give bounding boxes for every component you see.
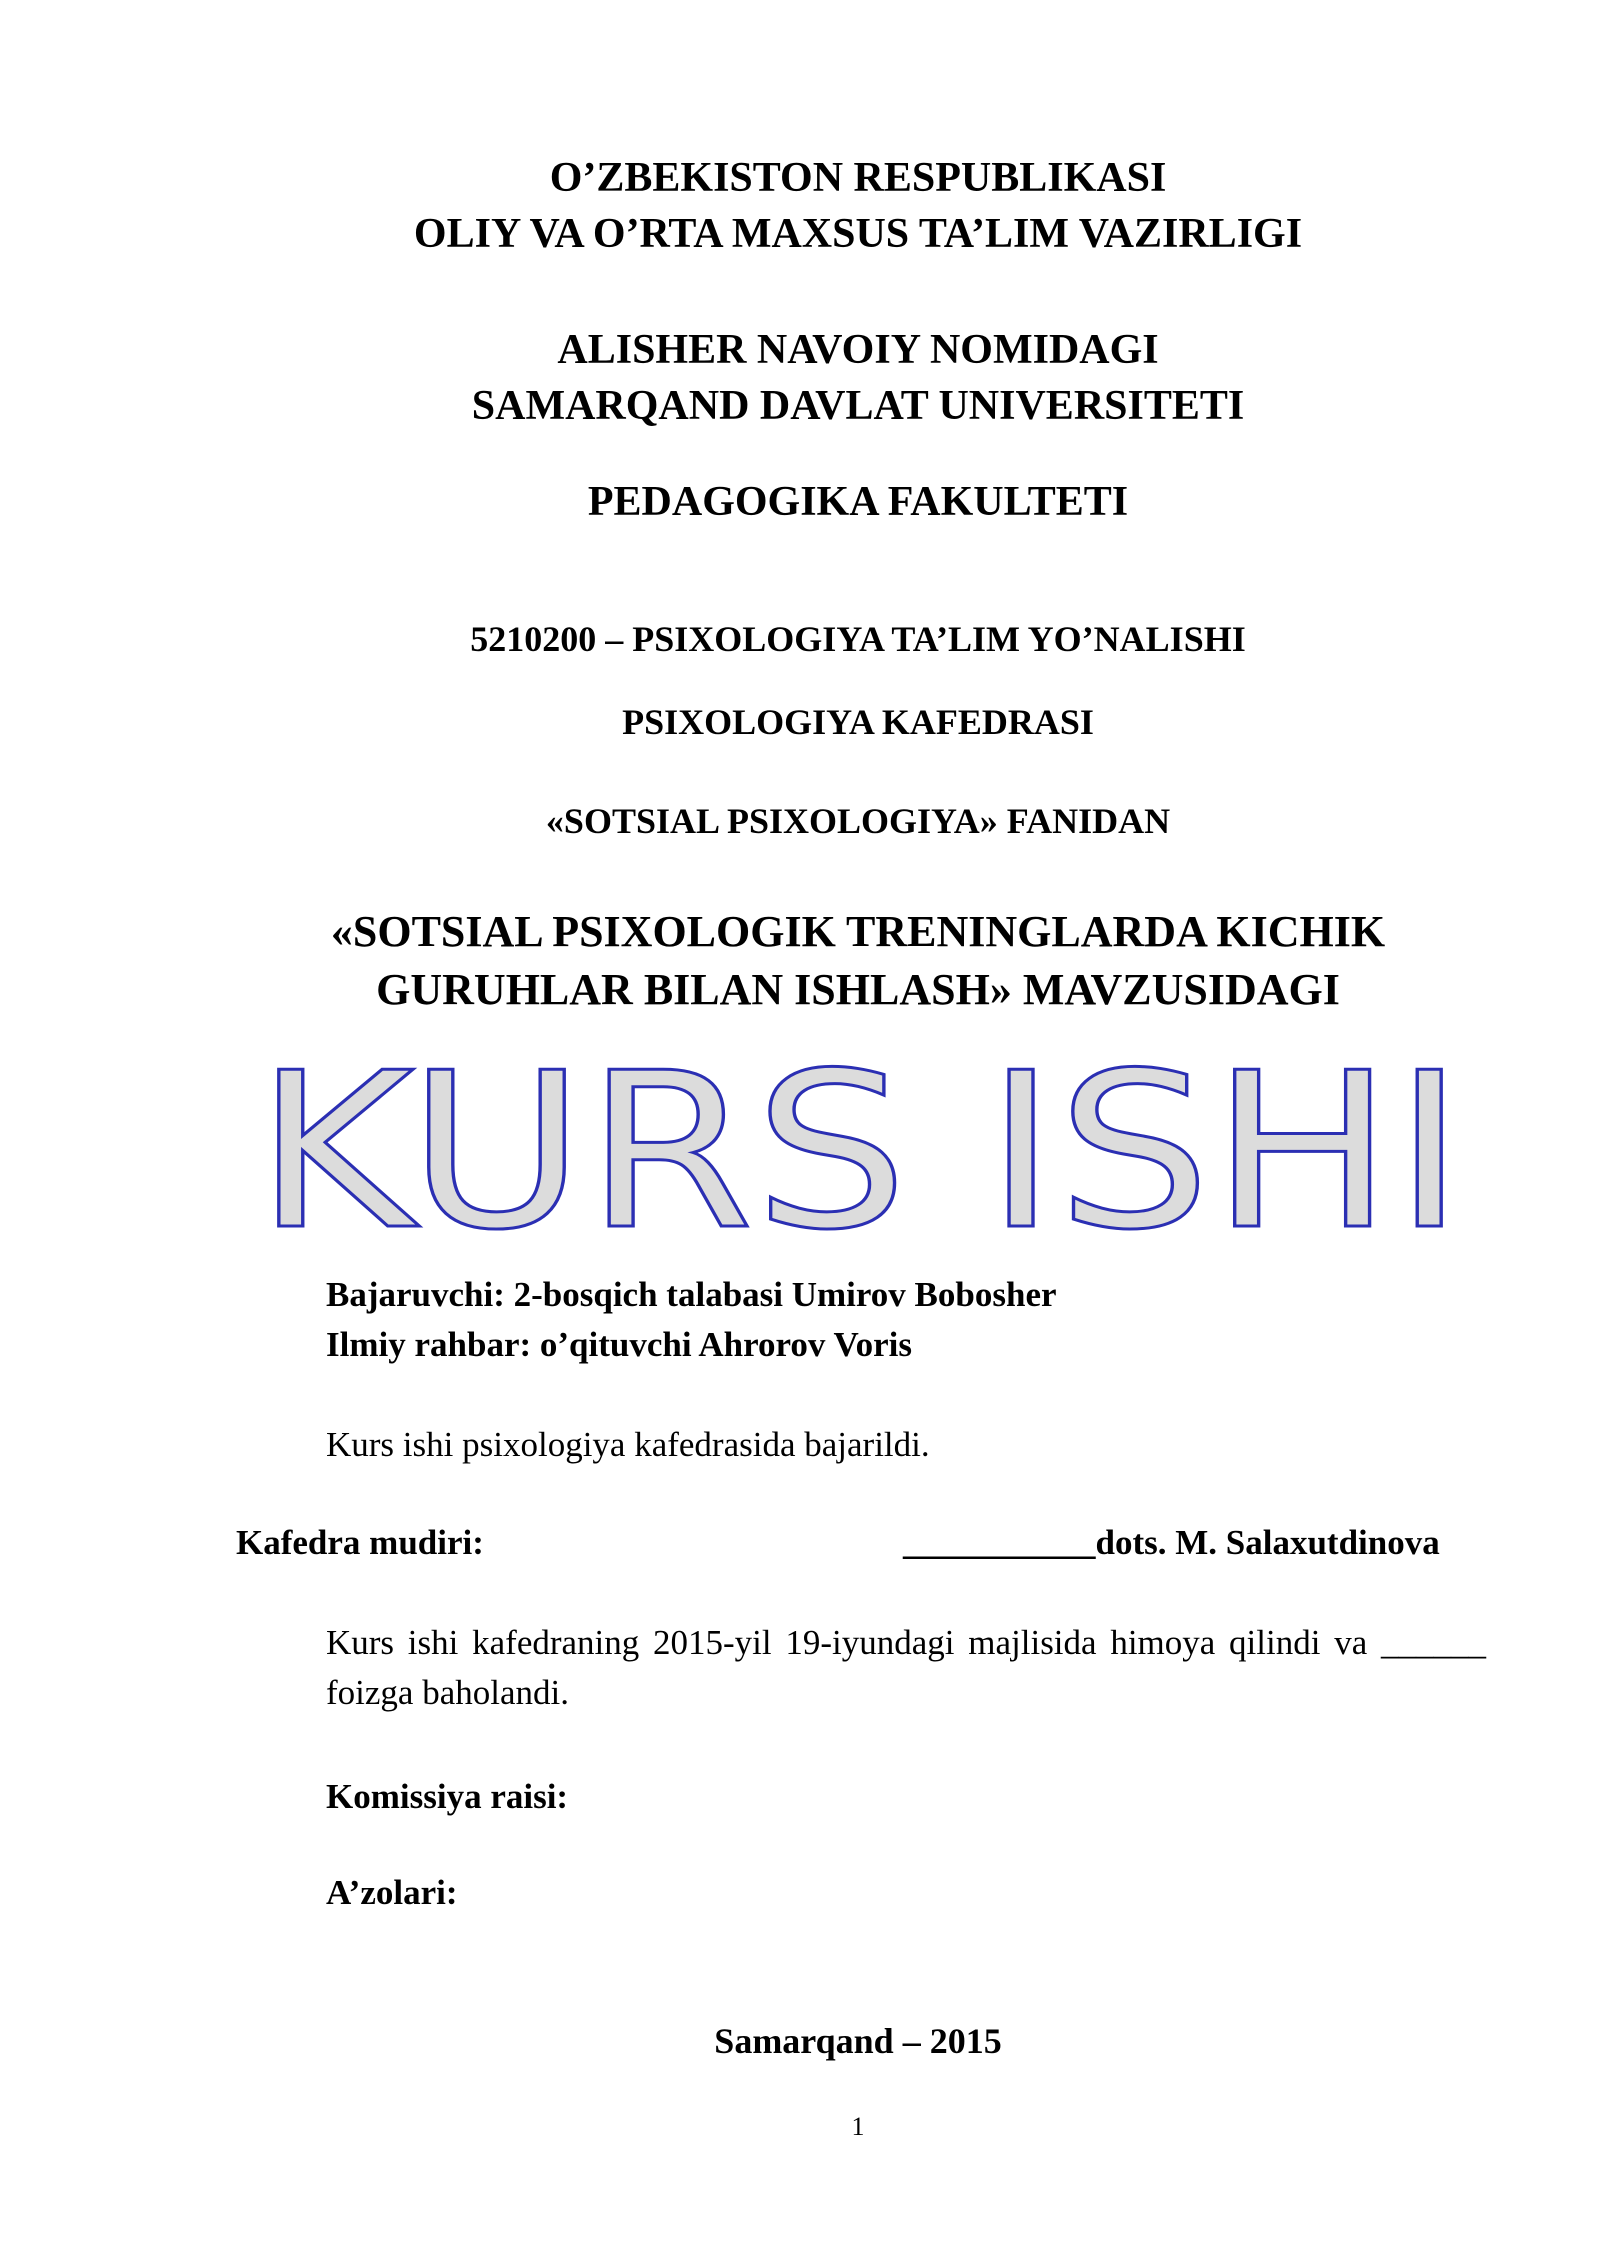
wordart-title — [250, 1030, 1470, 1250]
university-line-1: ALISHER NAVOIY NOMIDAGI — [557, 327, 1159, 373]
department-title: PSIXOLOGIYA KAFEDRASI — [622, 702, 1094, 742]
wordart-svg — [250, 1030, 1470, 1250]
topic-line-1: «SOTSIAL PSIXOLOGIK TRENINGLARDA KICHIK — [330, 907, 1386, 956]
performer-line: Bajaruvchi: 2-bosqich talabasi Umirov Bobosher — [326, 1275, 1057, 1314]
study-direction: 5210200 – PSIXOLOGIYA TA’LIM YO’NALISHI — [470, 619, 1246, 659]
supervisor-line: Ilmiy rahbar: o’qituvchi Ahrorov Voris — [326, 1325, 912, 1364]
subject-title: «SOTSIAL PSIXOLOGIYA» FANIDAN — [545, 801, 1171, 841]
commission-members-label: A’zolari: — [326, 1873, 458, 1912]
university-line-2: SAMARQAND DAVLAT UNIVERSITETI — [471, 383, 1245, 429]
defense-note: Kurs ishi kafedraning 2015-yil 19-iyundagi majlisida himoya qilindi va ______ foizga baholandi. — [326, 1623, 1486, 1712]
wordart-text: KURS ISHI — [255, 1030, 1465, 1250]
topic-line-2: GURUHLAR BILAN ISHLASH» MAVZUSIDAGI — [376, 965, 1340, 1014]
head-of-department-label: Kafedra mudiri: — [236, 1523, 484, 1562]
ministry-line-1: O’ZBEKISTON RESPUBLIKASI — [549, 155, 1167, 201]
head-of-department-signature: ___________dots. M. Salaxutdinova — [903, 1523, 1440, 1562]
completion-note: Kurs ishi psixologiya kafedrasida bajarildi. — [326, 1425, 930, 1464]
ministry-line-2: OLIY VA O’RTA MAXSUS TA’LIM VAZIRLIGI — [413, 211, 1303, 257]
city-year: Samarqand – 2015 — [714, 2021, 1002, 2061]
page-number: 1 — [851, 2112, 865, 2141]
faculty-title: PEDAGOGIKA FAKULTETI — [587, 479, 1129, 525]
commission-chair-label: Komissiya raisi: — [326, 1777, 569, 1816]
